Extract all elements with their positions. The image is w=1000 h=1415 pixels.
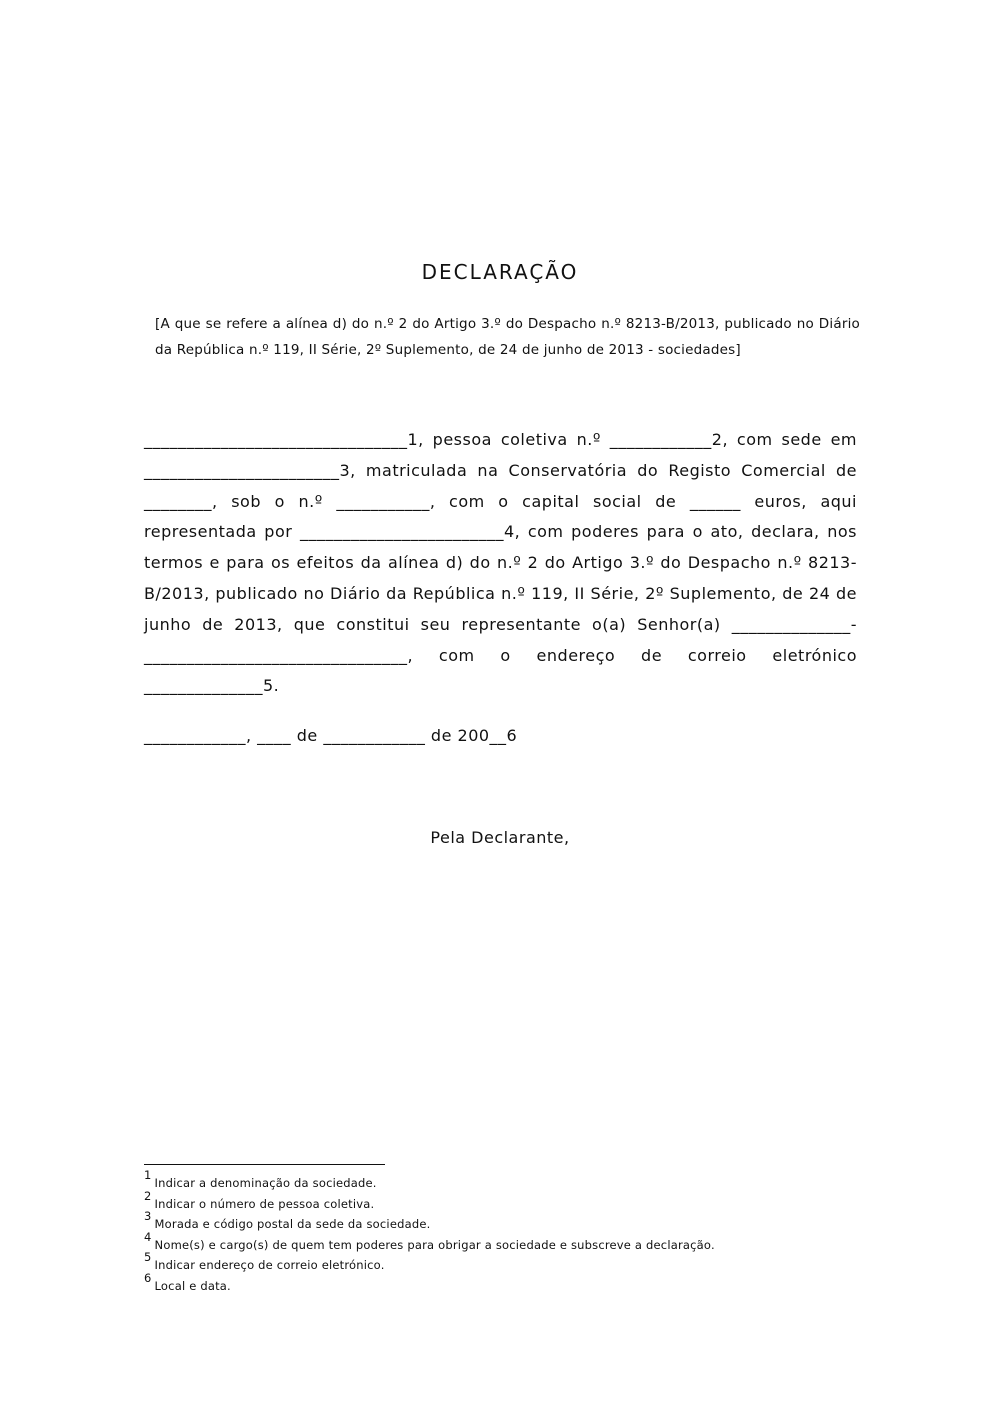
document-subtitle: [A que se refere a alínea d) do n.º 2 do Artigo 3.º do Despacho n.º 8213-B/2013, publicado no Diário da República n.º 119, II Série, 2º Suplemento, de 24 de junho de 2013 - sociedades] xyxy=(155,316,860,358)
footnote-text: Indicar endereço de correio eletrónico. xyxy=(154,1258,385,1272)
footnote-text: Nome(s) e cargo(s) de quem tem poderes para obrigar a sociedade e subscreve a declaração. xyxy=(154,1237,715,1252)
footnote-item xyxy=(144,1229,857,1253)
footnote-number: 2 xyxy=(144,1188,152,1203)
footnote-number: 6 xyxy=(144,1270,152,1285)
footnote-item xyxy=(144,1170,857,1191)
footnote-divider xyxy=(144,1164,385,1165)
footnote-number: 5 xyxy=(144,1250,152,1264)
footnote-item xyxy=(144,1252,857,1273)
footnote-text: Morada e código postal da sede da sociedade. xyxy=(154,1217,431,1231)
footnote-text: Indicar a denominação da sociedade. xyxy=(154,1176,377,1190)
footnote-item xyxy=(144,1211,857,1232)
document-title: DECLARAÇÃO xyxy=(421,260,579,284)
footnotes xyxy=(144,1170,857,1293)
date-line: ____________, ____ de ____________ de 200__6 xyxy=(144,726,518,745)
footnote-item xyxy=(144,1270,857,1294)
footnote-number: 3 xyxy=(144,1209,152,1223)
footnote-number: 4 xyxy=(144,1229,152,1244)
footnote-text: Local e data. xyxy=(154,1278,231,1293)
footnote-number: 1 xyxy=(144,1168,152,1182)
signature-label: Pela Declarante, xyxy=(430,828,570,847)
footnote-item xyxy=(144,1188,857,1212)
footnote-text: Indicar o número de pessoa coletiva. xyxy=(154,1196,375,1211)
declaration-body: _______________________________1, pessoa coletiva n.º ____________2, com sede em _______________________3, matriculada na Conservatória do Registo Comercial de ________, sob o n.º ___________, com o capital social de ______ euros, aqui representada por ________________________4, com poderes para o ato, declara, nos termos e para os efeitos da alínea d) do n.º 2 do Artigo 3.º do Despacho n.º 8213-B/2013, publicado no Diário da República n.º 119, II Série, 2º Suplemento, de 24 de junho de 2013, que constitui seu representante o(a) Senhor(a) ______________-_______________________________, com o endereço de correio eletrónico ______________5. xyxy=(144,430,857,696)
